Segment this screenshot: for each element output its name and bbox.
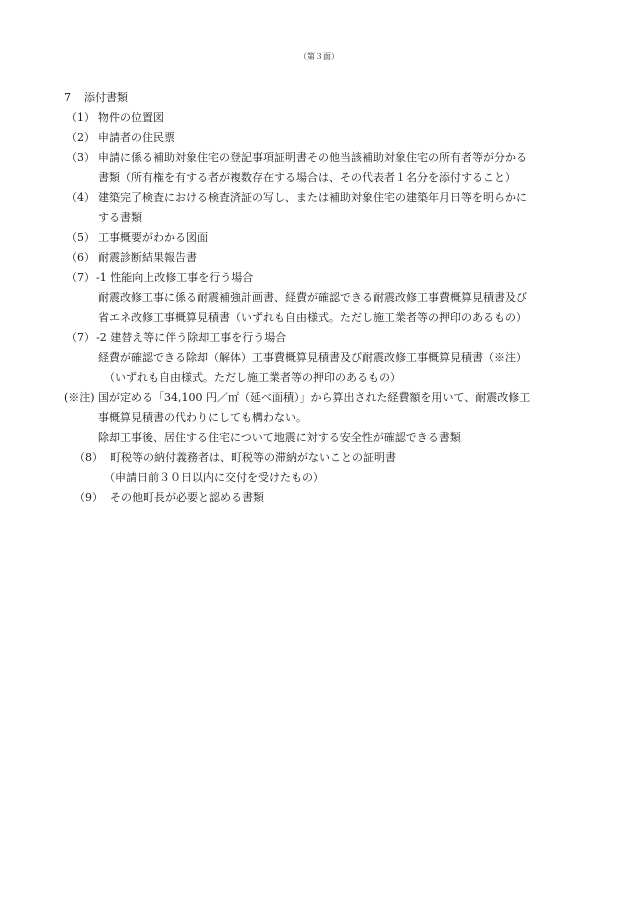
item-text: 申請に係る補助対象住宅の登記事項証明書その他当該補助対象住宅の所有者等が分かる: [98, 151, 527, 164]
item-text: 申請者の住民票: [98, 131, 175, 144]
note-text: 国が定める「34,100 円／㎡（延べ面積）」から算出された経費額を用いて、耐震改修工: [98, 391, 531, 404]
item-label: （7）: [66, 271, 95, 284]
item-text: -1 性能向上改修工事を行う場合: [96, 271, 254, 284]
item-text: 耐震診断結果報告書: [98, 251, 197, 264]
item-text: 物件の位置図: [98, 111, 164, 124]
item-label: （9）: [74, 491, 103, 504]
item-continuation: （申請日前３０日以内に交付を受けたもの）: [104, 471, 324, 484]
item-text: 工事概要がわかる図面: [98, 231, 208, 244]
item-continuation: 経費が確認できる除却（解体）工事費概算見積書及び耐震改修工事概算見積書（※注）: [98, 351, 527, 364]
item-label: （4）: [66, 191, 95, 204]
item-label: （6）: [66, 251, 95, 264]
item-continuation: 耐震改修工事に係る耐震補強計画書、経費が確認できる耐震改修工事費概算見積書及び: [98, 291, 527, 304]
item-text: その他町長が必要と認める書類: [110, 491, 264, 504]
note-label: (※注): [64, 391, 95, 404]
section-number: 7: [64, 91, 71, 104]
note-continuation: 事概算見積書の代わりにしても構わない。: [98, 411, 307, 424]
item-label: （7）: [66, 331, 95, 344]
item-label: （2）: [66, 131, 95, 144]
item-continuation: する書類: [98, 211, 142, 224]
note-continuation: 除却工事後、居住する住宅について地震に対する安全性が確認できる書類: [98, 431, 461, 444]
item-text: 町税等の納付義務者は、町税等の滞納がないことの証明書: [110, 451, 396, 464]
item-label: （5）: [66, 231, 95, 244]
item-continuation: （いずれも自由様式。ただし施工業者等の押印のあるもの）: [104, 371, 401, 384]
item-label: （3）: [66, 151, 95, 164]
item-continuation: 省エネ改修工事概算見積書（いずれも自由様式。ただし施工業者等の押印のあるもの）: [98, 311, 527, 324]
item-text: -2 建替え等に伴う除却工事を行う場合: [96, 331, 287, 344]
page-header: （第３面）: [299, 52, 339, 61]
item-text: 建築完了検査における検査済証の写し、または補助対象住宅の建築年月日等を明らかに: [98, 191, 527, 204]
item-label: （8）: [74, 451, 103, 464]
item-continuation: 書類（所有権を有する者が複数存在する場合は、その代表者１名分を添付すること）: [98, 171, 516, 184]
item-label: （1）: [66, 111, 95, 124]
section-title: 添付書類: [84, 91, 128, 104]
